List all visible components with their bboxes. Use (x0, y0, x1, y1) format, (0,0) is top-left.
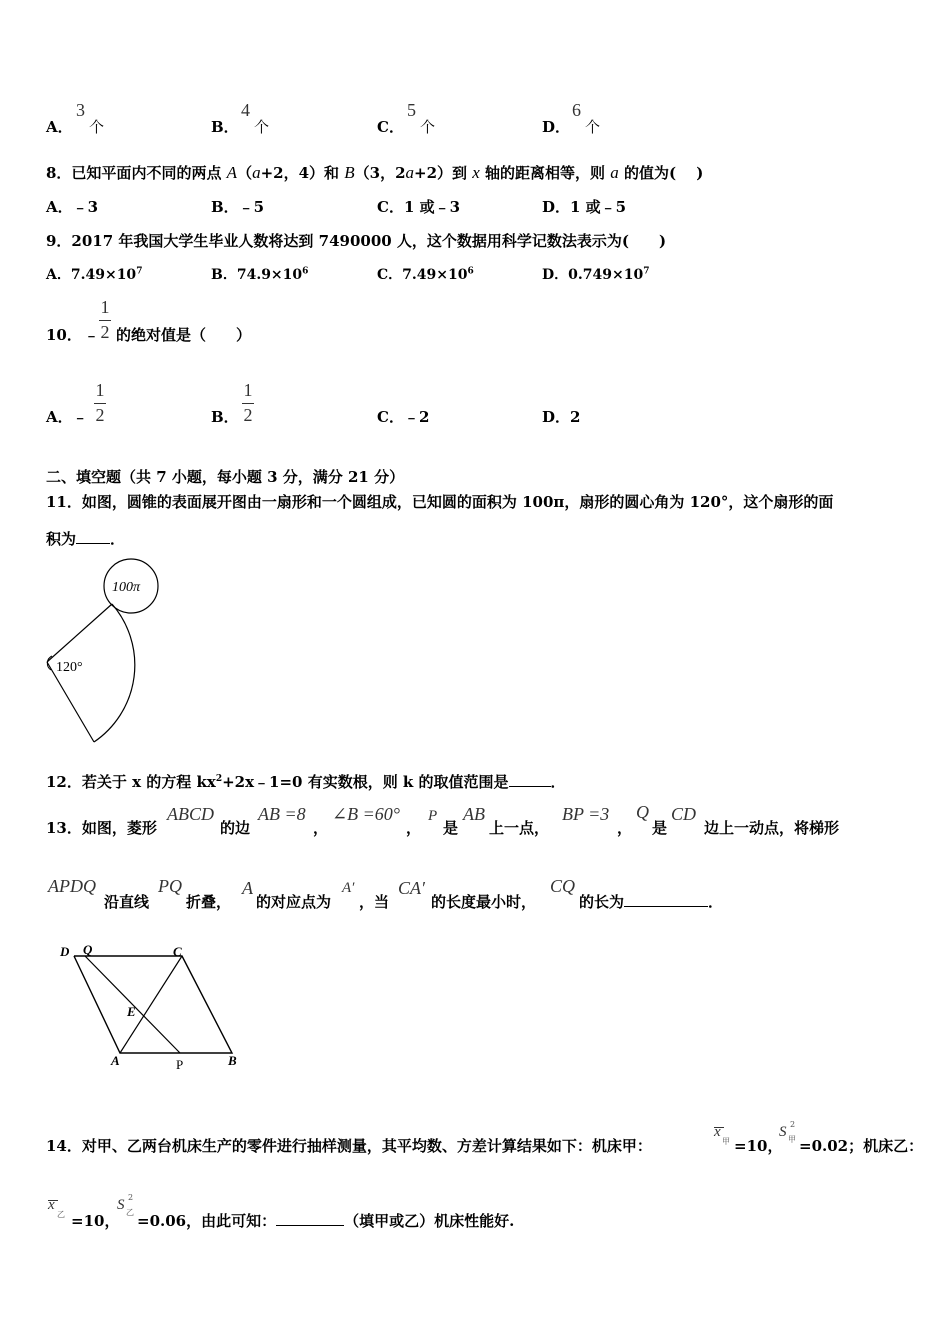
q8-var-a: a (610, 163, 619, 182)
q13-text: 折叠， (186, 893, 232, 911)
q9-option-b-exp: 6 (302, 266, 309, 277)
q7-option-a-unit: 个 (89, 118, 105, 136)
q7-option-b-unit: 个 (254, 118, 270, 136)
label-d: D (60, 944, 70, 959)
q10-fraction-denominator: 2 (100, 322, 110, 342)
q8-stem-part: （ (237, 164, 253, 182)
q13-comma: ， (313, 819, 329, 837)
q11-cone-net-figure (40, 556, 170, 746)
label-q: Q (83, 942, 93, 957)
q13-text: 上一点， (489, 819, 550, 837)
q10-stem: 的绝对值是（ ） (116, 326, 252, 344)
q11-answer-blank (76, 529, 110, 544)
q8-option-a: A．﹣3 (46, 198, 99, 216)
q7-option-d-value: 6 (572, 100, 581, 120)
q11-text-end: ． (110, 530, 126, 548)
label-b: B (228, 1053, 237, 1068)
q14-answer-blank (276, 1211, 344, 1226)
q13-text (579, 891, 723, 912)
sector-radius-1 (47, 604, 112, 662)
q9-option-c-label: C．7.49×10 (377, 267, 468, 283)
sector-angle-label: 120° (56, 660, 83, 675)
q11-line-1: 11．如图，圆锥的表面展开图由一扇形和一个圆组成，已知圆的面积为 100π，扇形的圆心角为 120°，这个扇形的面 (46, 493, 834, 511)
q12-stem (46, 771, 566, 792)
q10-fraction-numerator: 1 (100, 297, 110, 317)
q13-text: 的长度最小时， (431, 893, 537, 911)
q13-bp-eq-3: BP =3 (562, 804, 610, 824)
q14-s: S (779, 1124, 787, 1140)
q8-stem-part: +2）到 (414, 164, 473, 182)
q10-option-c: C．﹣2 (377, 408, 430, 426)
q8-stem-part: （3，2 (354, 164, 406, 182)
q13-a: A (242, 878, 253, 898)
q10-option-b-label: B． (211, 408, 239, 426)
q10-option-b-bar (242, 403, 254, 404)
q9-option-a-label: A．7.49×10 (46, 267, 137, 283)
q8-option-c: C．1 或﹣3 (377, 198, 461, 216)
q12-text: +2x﹣1=0 有实数根，则 k 的取值范围是 (222, 773, 509, 791)
q7-option-b-value: 4 (241, 100, 250, 120)
q13-a-prime: A′ (342, 880, 355, 896)
q13-text: 沿直线 (104, 893, 150, 911)
q14-stem: 14．对甲、乙两台机床生产的零件进行抽样测量，其平均数、方差计算结果如下：机床甲： (46, 1137, 652, 1155)
label-a: A (111, 1053, 120, 1068)
q14-text: =10， (71, 1212, 120, 1230)
q10-option-a-denominator: 2 (95, 405, 105, 425)
q14-sub-jia: 甲 (788, 1135, 796, 1144)
q8-stem-part: +2，4）和 (260, 164, 345, 182)
q8-stem-part: 轴的距离相等，则 (479, 164, 611, 182)
q9-option-d-label: D．0.749×10 (542, 267, 644, 283)
label-p: P (176, 1057, 184, 1072)
q10-option-b-numerator: 1 (243, 380, 253, 400)
q7-option-a-label: A． (46, 118, 73, 136)
q14-x: x (714, 1124, 721, 1140)
q8-var-x: x (472, 163, 480, 182)
q13-cd: CD (671, 804, 697, 824)
q8-point-b: B (344, 163, 355, 182)
q8-stem-part: 8．已知平面内不同的两点 (46, 164, 227, 182)
q12-answer-blank (509, 772, 551, 787)
q8-point-a: A (226, 163, 238, 182)
rhombus-outline (74, 956, 232, 1053)
q8-option-b: B．﹣5 (211, 198, 265, 216)
q12-text-end: ． (550, 773, 566, 791)
q9-option-b (211, 264, 308, 284)
q13-text-end: ． (708, 893, 724, 911)
q8-stem-part: 的值为( ) (618, 164, 704, 182)
q10-minus: ﹣ (84, 326, 100, 344)
q7-option-c-label: C． (377, 118, 404, 136)
q9-option-b-label: B．74.9×10 (211, 267, 303, 283)
q13-abcd: ABCD (167, 804, 214, 824)
q13-text: 的边 (220, 819, 251, 837)
q13-text: ，当 (359, 893, 390, 911)
q14-sub-jia: 甲 (722, 1137, 730, 1146)
q14-x: x (48, 1197, 55, 1213)
q8-var-a: a (405, 163, 415, 182)
label-e: E (127, 1004, 136, 1019)
q14-text: =0.02；机床乙： (799, 1137, 924, 1155)
q7-option-c-unit: 个 (420, 118, 436, 136)
q14-sup-2: 2 (128, 1193, 134, 1202)
q13-ca-prime: CA′ (398, 878, 425, 898)
q7-option-a-value: 3 (76, 100, 85, 120)
q9-option-c-exp: 6 (467, 266, 474, 277)
q14-text-part: =0.06，由此可知： (137, 1212, 277, 1230)
q13-comma: ， (617, 819, 633, 837)
q13-ab: AB (463, 804, 485, 824)
q14-text (137, 1210, 514, 1231)
q13-rhombus-figure (50, 938, 250, 1078)
q9-option-a (46, 264, 142, 284)
q9-option-d (542, 264, 649, 284)
q10-option-a-numerator: 1 (95, 380, 105, 400)
q8-stem (46, 162, 703, 183)
q9-option-d-exp: 7 (643, 266, 650, 277)
q12-text: 12．若关于 x 的方程 kx (46, 773, 216, 791)
q13-text: 是 (443, 819, 459, 837)
q13-text-part: 的长为 (579, 893, 625, 911)
q9-option-a-exp: 7 (136, 266, 143, 277)
q13-comma: ， (406, 819, 422, 837)
q13-apdq: APDQ (48, 876, 96, 896)
q13-text: 是 (652, 819, 668, 837)
q14-sub-yi: 乙 (57, 1210, 65, 1219)
q14-s: S (117, 1197, 125, 1213)
q13-p: P (428, 808, 438, 824)
q10-option-a-label: A．﹣ (46, 408, 88, 426)
q13-pq: PQ (158, 876, 182, 896)
q13-angle-b: ∠B =60° (332, 804, 400, 824)
q10-option-d: D．2 (542, 408, 581, 426)
q13-q: Q (636, 802, 649, 822)
q7-option-b-label: B． (211, 118, 239, 136)
q7-option-d-label: D． (542, 118, 571, 136)
q10-number: 10． (46, 326, 82, 344)
q14-text-end: （填甲或乙）机床性能好. (344, 1212, 515, 1230)
q10-fraction-bar (99, 320, 111, 321)
q13-text: 边上一动点，将梯形 (704, 819, 840, 837)
q7-option-c-value: 5 (407, 100, 416, 120)
q11-text: 积为 (46, 530, 77, 548)
q13-cq: CQ (550, 876, 576, 896)
sector-arc (94, 604, 135, 742)
q11-line-2 (46, 528, 125, 549)
q14-sub-yi: 乙 (126, 1208, 134, 1217)
section-2-heading: 二、填空题（共 7 小题，每小题 3 分，满分 21 分） (46, 468, 405, 486)
q13-ab-eq-8: AB =8 (258, 804, 306, 824)
q12-exponent: 2 (215, 774, 223, 784)
circle-area-label: 100π (112, 580, 141, 595)
q9-option-c (377, 264, 474, 284)
label-c: C (173, 944, 182, 959)
q9-stem: 9．2017 年我国大学生毕业人数将达到 7490000 人，这个数据用科学记数法表示为( ) (46, 232, 667, 250)
q8-var-a: a (252, 163, 261, 182)
q13-text: 的对应点为 (256, 893, 332, 911)
q13-prefix: 13．如图，菱形 (46, 819, 157, 837)
q14-sup-2: 2 (790, 1120, 796, 1129)
q7-option-d-unit: 个 (585, 118, 601, 136)
q10-option-b-denominator: 2 (243, 405, 253, 425)
q10-option-a-bar (94, 403, 106, 404)
q8-option-d: D．1 或﹣5 (542, 198, 627, 216)
q14-text: =10， (734, 1137, 783, 1155)
q13-answer-blank (624, 892, 708, 907)
